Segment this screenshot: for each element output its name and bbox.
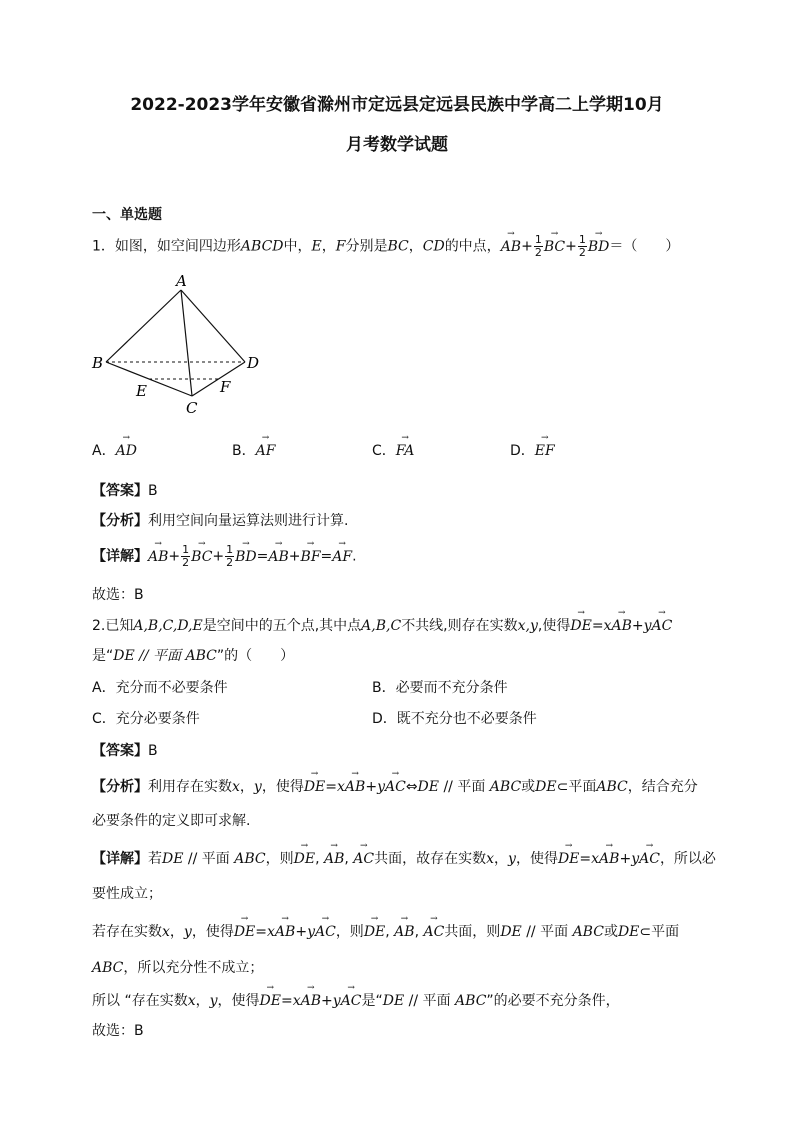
q1-blank: ＝（ ） — [609, 238, 680, 255]
q2-analysis-line2: 必要条件的定义即可求解. — [92, 813, 251, 829]
label-f: F — [220, 378, 231, 396]
q1-vector: → BC — [544, 239, 565, 255]
q1-vector: → AB — [501, 239, 521, 255]
question-1-stem: 1．如图，如空间四边形ABCD中，E，F分别是BC，CD的中点，→ AB+ $\frac{1}{2}$ → BC+ $\frac{1}{2}$ → BD＝（ ） — [92, 234, 679, 259]
q1-fraction: $\frac{1}{2}$ — [578, 233, 586, 259]
q2-detail-1: 【详解】若DE // 平面 ABC，则→ DE, → AB, → AC共面，故存在实数x，y，使得→ DE=x→ AB+y→ AC，所以必 — [92, 848, 716, 868]
q1-seg-cd: CD — [422, 238, 445, 255]
q1-option-b[interactable]: B．→ AF — [232, 440, 275, 460]
q2-option-c[interactable]: C．充分必要条件 — [92, 711, 200, 727]
q1-option-d[interactable]: D．→ EF — [510, 440, 555, 460]
q2-option-b[interactable]: B．必要而不充分条件 — [372, 680, 508, 696]
q2-analysis: 【分析】利用存在实数x，y，使得→ DE=x→ AB+y→ AC⇔DE // 平面 ABC或DE⊂平面ABC，结合充分 — [92, 776, 698, 796]
q1-stem-text: 1．如图，如空间四边形 — [92, 238, 241, 255]
question-2-stem-line2: 是“DE // 平面 ABC”的（ ） — [92, 648, 295, 664]
q1-detail: 【详解】→ AB+ $\frac{1}{2}$ → BC+ $\frac{1}{2}$ → BD=→ AB+→ BF=→ AF. — [92, 544, 357, 569]
q1-option-a[interactable]: A．→ AD — [92, 440, 137, 460]
label-d: D — [247, 354, 260, 372]
q1-fraction: $\frac{1}{2}$ — [534, 233, 542, 259]
q2-conclusion: 故选：B — [92, 1023, 144, 1039]
section-heading: 一、单选题 — [92, 207, 162, 223]
q1-stem-text: ， — [408, 238, 423, 255]
label-a: A — [176, 272, 187, 290]
label-c: C — [186, 399, 198, 417]
label-e: E — [136, 382, 147, 400]
q2-detail-2-line2: ABC，所以充分性不成立； — [92, 960, 264, 976]
q2-detail-1-line2: 要性成立； — [92, 886, 162, 902]
paper-title-line1: 2022-2023学年安徽省滁州市定远县定远县民族中学高二上学期10月 — [130, 95, 664, 115]
q2-detail-2: 若存在实数x，y，使得→ DE=x→ AB+y→ AC，则→ DE, → AB, → AC共面，则DE // 平面 ABC或DE⊂平面 — [92, 921, 679, 941]
q2-detail-3: 所以 “存在实数x，y，使得→ DE=x→ AB+y→ AC是“DE // 平面 ABC”的必要不充分条件， — [92, 990, 620, 1010]
q2-answer: 【答案】B — [92, 743, 158, 759]
q1-conclusion: 故选：B — [92, 587, 144, 603]
question-2-stem: 2.已知A,B,C,D,E是空间中的五个点,其中点A,B,C不共线,则存在实数x,y,使得→ DE=x→ AB+y→ AC — [92, 615, 672, 635]
q1-option-c[interactable]: C．→ FA — [372, 440, 414, 460]
q1-point-f: F — [335, 238, 346, 255]
label-b: B — [92, 354, 104, 372]
q1-seg-bc: BC — [387, 238, 409, 255]
tetrahedron-figure — [88, 270, 278, 420]
q1-vector: → BD — [588, 239, 610, 255]
q1-quad: ABCD — [240, 238, 284, 255]
q2-option-d[interactable]: D．既不充分也不必要条件 — [372, 711, 537, 727]
q1-analysis: 【分析】利用空间向量运算法则进行计算. — [92, 513, 349, 529]
q1-stem-text: 的中点， — [444, 238, 501, 255]
q1-stem-text: 中， — [283, 238, 312, 255]
q1-answer: 【答案】B — [92, 483, 158, 499]
q1-stem-text: 分别是 — [345, 238, 388, 255]
q2-option-a[interactable]: A．充分而不必要条件 — [92, 680, 228, 696]
q1-stem-text: ， — [321, 238, 336, 255]
paper-title-line2: 月考数学试题 — [346, 135, 448, 155]
q1-point-e: E — [311, 238, 322, 255]
